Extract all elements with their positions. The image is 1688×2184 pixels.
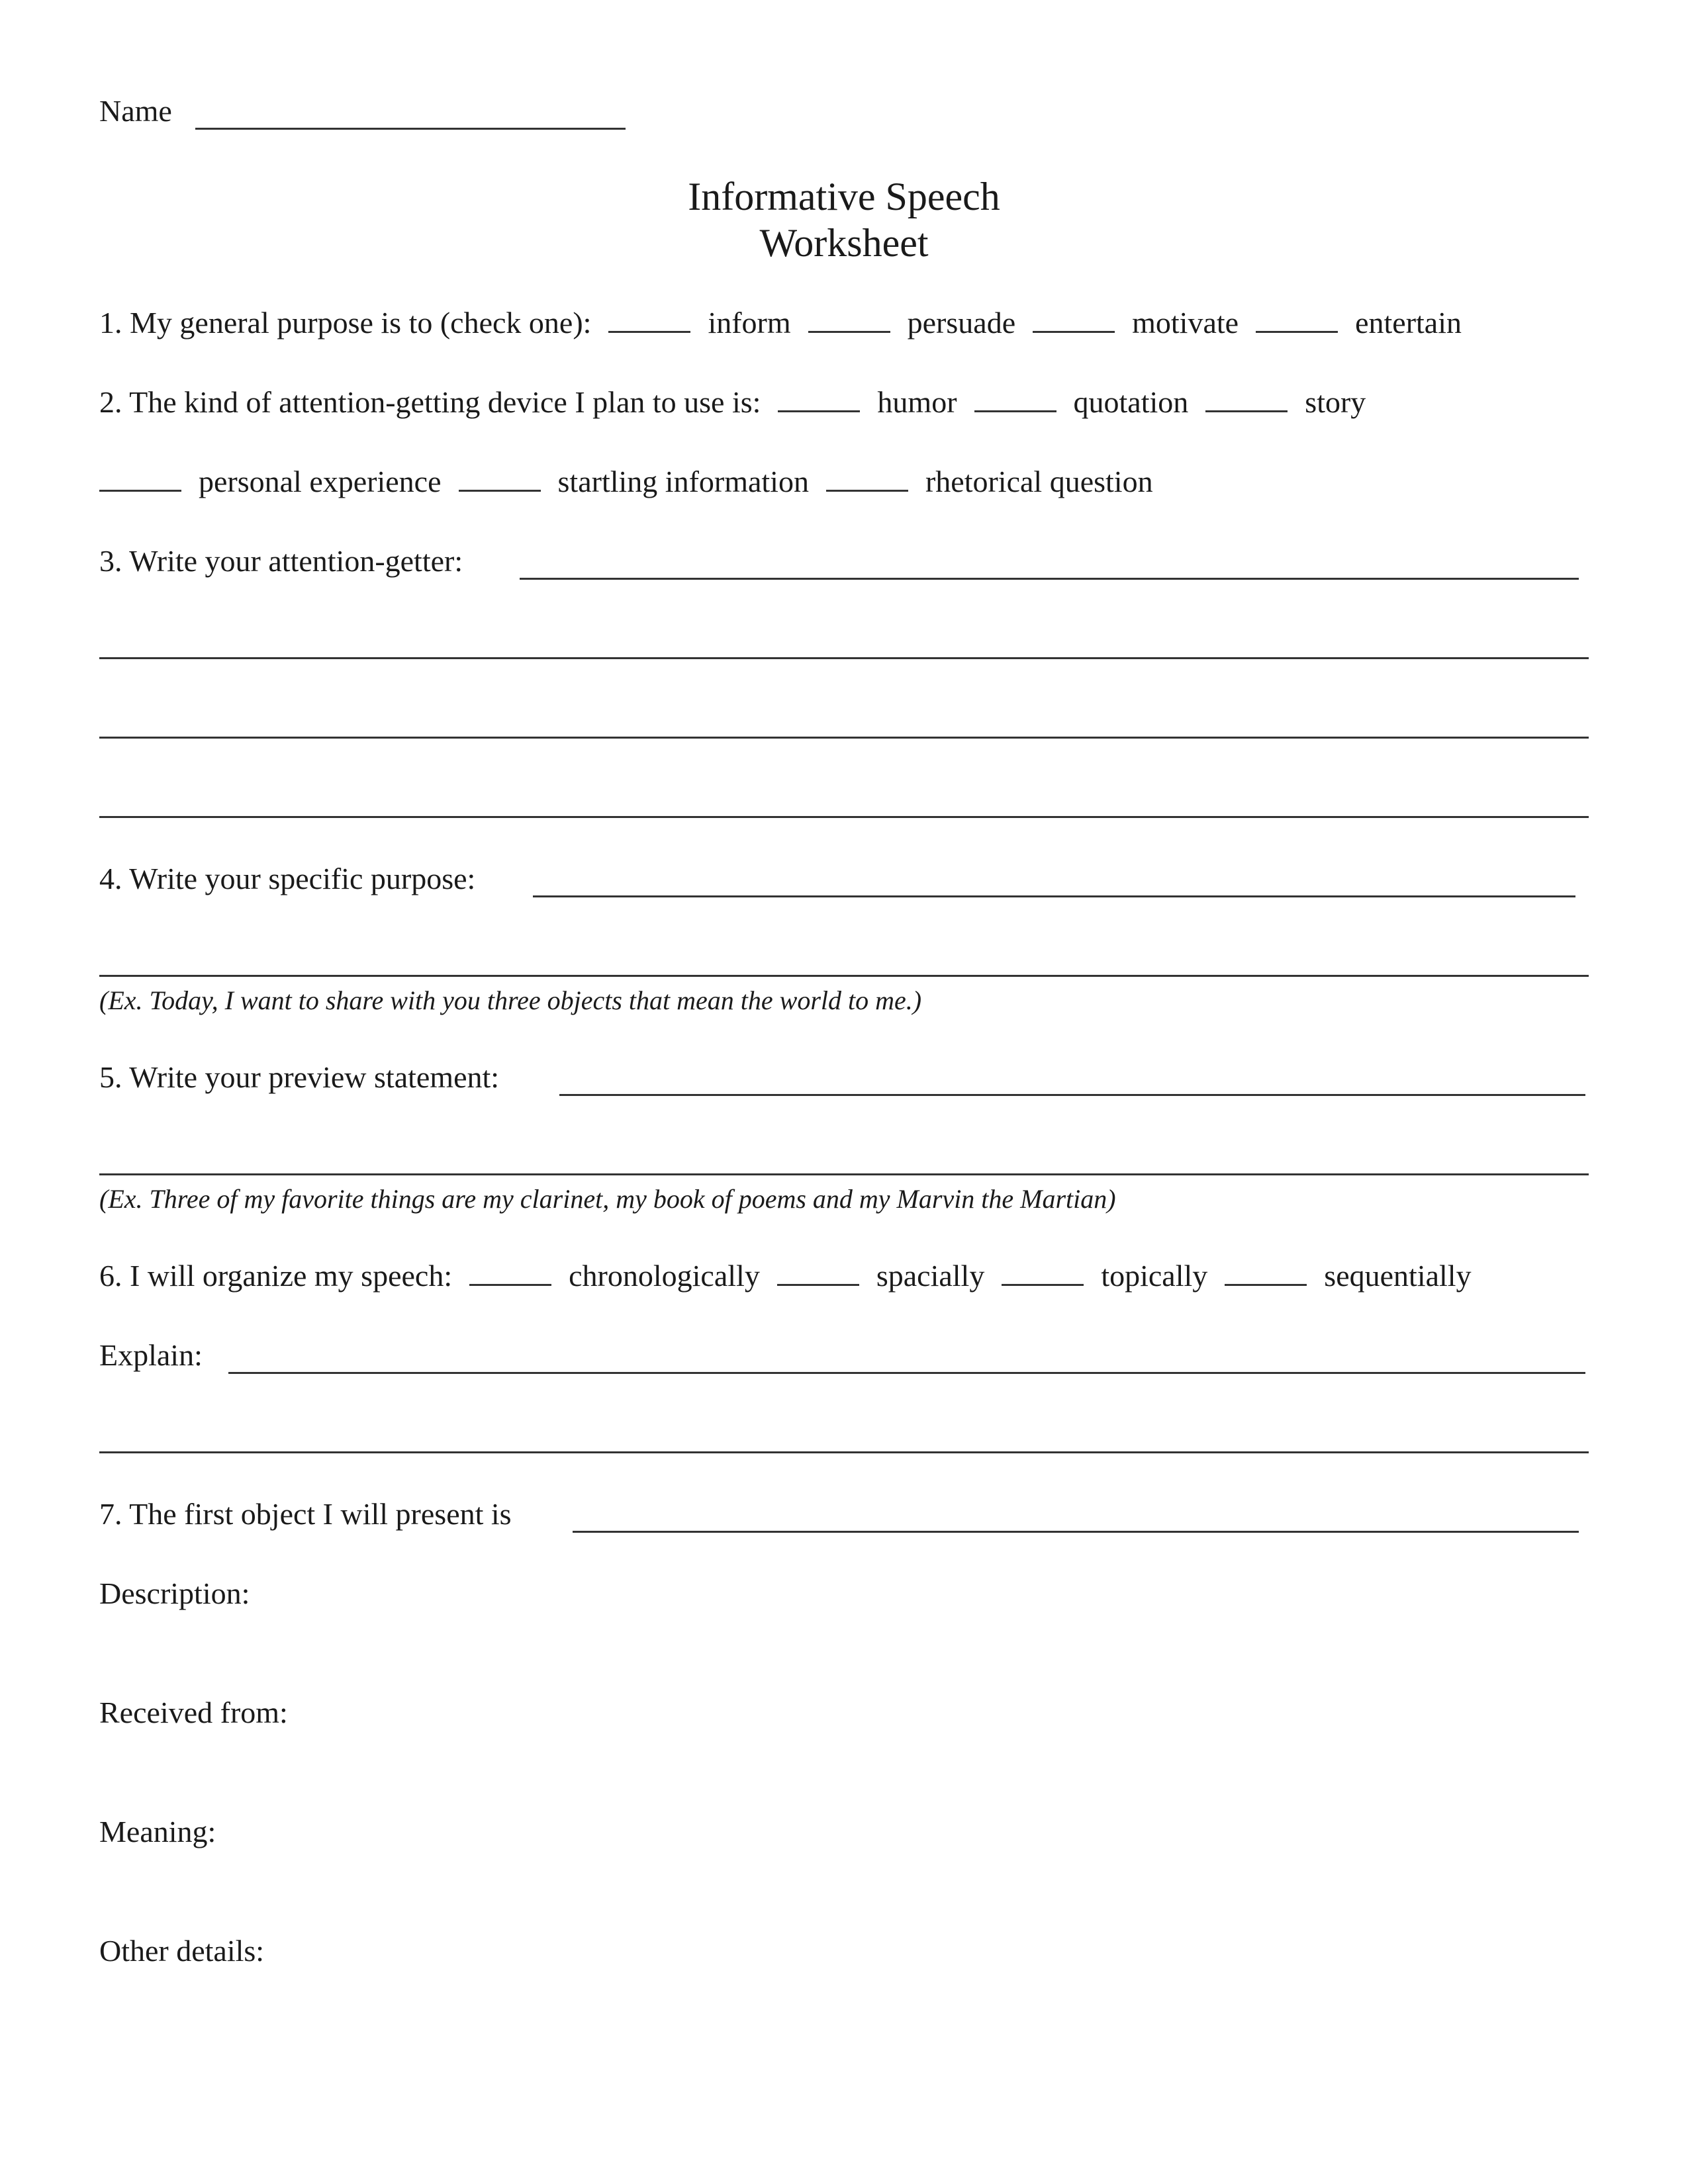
q7-prompt: 7. The first object I will present is [99, 1497, 512, 1531]
name-field[interactable] [195, 128, 626, 130]
q2-blank-personal-experience[interactable] [99, 463, 181, 492]
q6-option-topically: topically [1101, 1259, 1208, 1293]
q6-option-spacially: spacially [876, 1259, 985, 1293]
q2-blank-startling-information[interactable] [459, 463, 541, 492]
page-subtitle: Worksheet [759, 221, 929, 265]
q7-meaning-label: Meaning: [99, 1815, 216, 1848]
q6-row [99, 1257, 1472, 1295]
q4-prompt: 4. Write your specific purpose: [99, 862, 476, 895]
q4-answer-line-1[interactable] [533, 895, 1575, 897]
q1-blank-motivate[interactable] [1033, 304, 1115, 333]
q2-option-quotation: quotation [1073, 385, 1189, 419]
q7-row [99, 1496, 512, 1533]
q5-example: (Ex. Three of my favorite things are my clarinet, my book of poems and my Marvin the Martian) [99, 1184, 1116, 1214]
q4-row [99, 860, 475, 897]
q6-explain-line-1[interactable] [228, 1372, 1585, 1374]
q6-explain-label: Explain: [99, 1338, 203, 1372]
q6-explain-line-2[interactable] [99, 1451, 1589, 1453]
q6-blank-topically[interactable] [1002, 1257, 1084, 1286]
q4-answer-line-2[interactable] [99, 975, 1589, 977]
q6-blank-spacially[interactable] [777, 1257, 859, 1286]
q5-answer-line-1[interactable] [559, 1094, 1585, 1096]
q1-blank-inform[interactable] [608, 304, 690, 333]
q6-explain-row [99, 1337, 203, 1374]
q1-option-motivate: motivate [1132, 306, 1239, 340]
name-label: Name [99, 94, 172, 128]
q2-option-story: story [1305, 385, 1366, 419]
q6-option-sequentially: sequentially [1324, 1259, 1472, 1293]
page-title: Informative Speech [688, 175, 1000, 218]
q2-blank-quotation[interactable] [974, 384, 1056, 412]
q2-option-humor: humor [877, 385, 957, 419]
q2-prompt: 2. The kind of attention-getting device I plan to use is: [99, 385, 761, 419]
q5-answer-line-2[interactable] [99, 1173, 1589, 1175]
q7-received-from-label: Received from: [99, 1696, 288, 1729]
q6-prompt: 6. I will organize my speech: [99, 1259, 453, 1293]
q1-row [99, 304, 1462, 341]
q1-blank-persuade[interactable] [808, 304, 890, 333]
q2-option-startling-information: startling information [557, 465, 809, 498]
q2-row-2 [99, 463, 1153, 500]
q4-example: (Ex. Today, I want to share with you three objects that mean the world to me.) [99, 985, 922, 1015]
q1-option-persuade: persuade [907, 306, 1016, 340]
q3-prompt: 3. Write your attention-getter: [99, 544, 463, 578]
q1-option-entertain: entertain [1355, 306, 1462, 340]
q3-answer-line-4[interactable] [99, 816, 1589, 818]
q5-prompt: 5. Write your preview statement: [99, 1060, 500, 1094]
q1-blank-entertain[interactable] [1256, 304, 1338, 333]
q3-answer-line-3[interactable] [99, 737, 1589, 739]
q7-description-label: Description: [99, 1576, 250, 1610]
q2-option-personal-experience: personal experience [199, 465, 442, 498]
name-row [99, 93, 172, 130]
q6-option-chronologically: chronologically [569, 1259, 760, 1293]
q3-answer-line-1[interactable] [520, 578, 1579, 580]
q2-blank-rhetorical-question[interactable] [826, 463, 908, 492]
q1-prompt: 1. My general purpose is to (check one): [99, 306, 592, 340]
q6-blank-sequentially[interactable] [1225, 1257, 1307, 1286]
q7-answer-line[interactable] [573, 1531, 1579, 1533]
q3-row [99, 543, 463, 580]
q6-blank-chronologically[interactable] [469, 1257, 551, 1286]
q2-blank-story[interactable] [1205, 384, 1288, 412]
q2-blank-humor[interactable] [778, 384, 860, 412]
q5-row [99, 1059, 499, 1096]
q7-other-details-label: Other details: [99, 1934, 265, 1968]
q1-option-inform: inform [708, 306, 791, 340]
q3-answer-line-2[interactable] [99, 657, 1589, 659]
q2-option-rhetorical-question: rhetorical question [925, 465, 1153, 498]
q2-row-1 [99, 384, 1366, 421]
